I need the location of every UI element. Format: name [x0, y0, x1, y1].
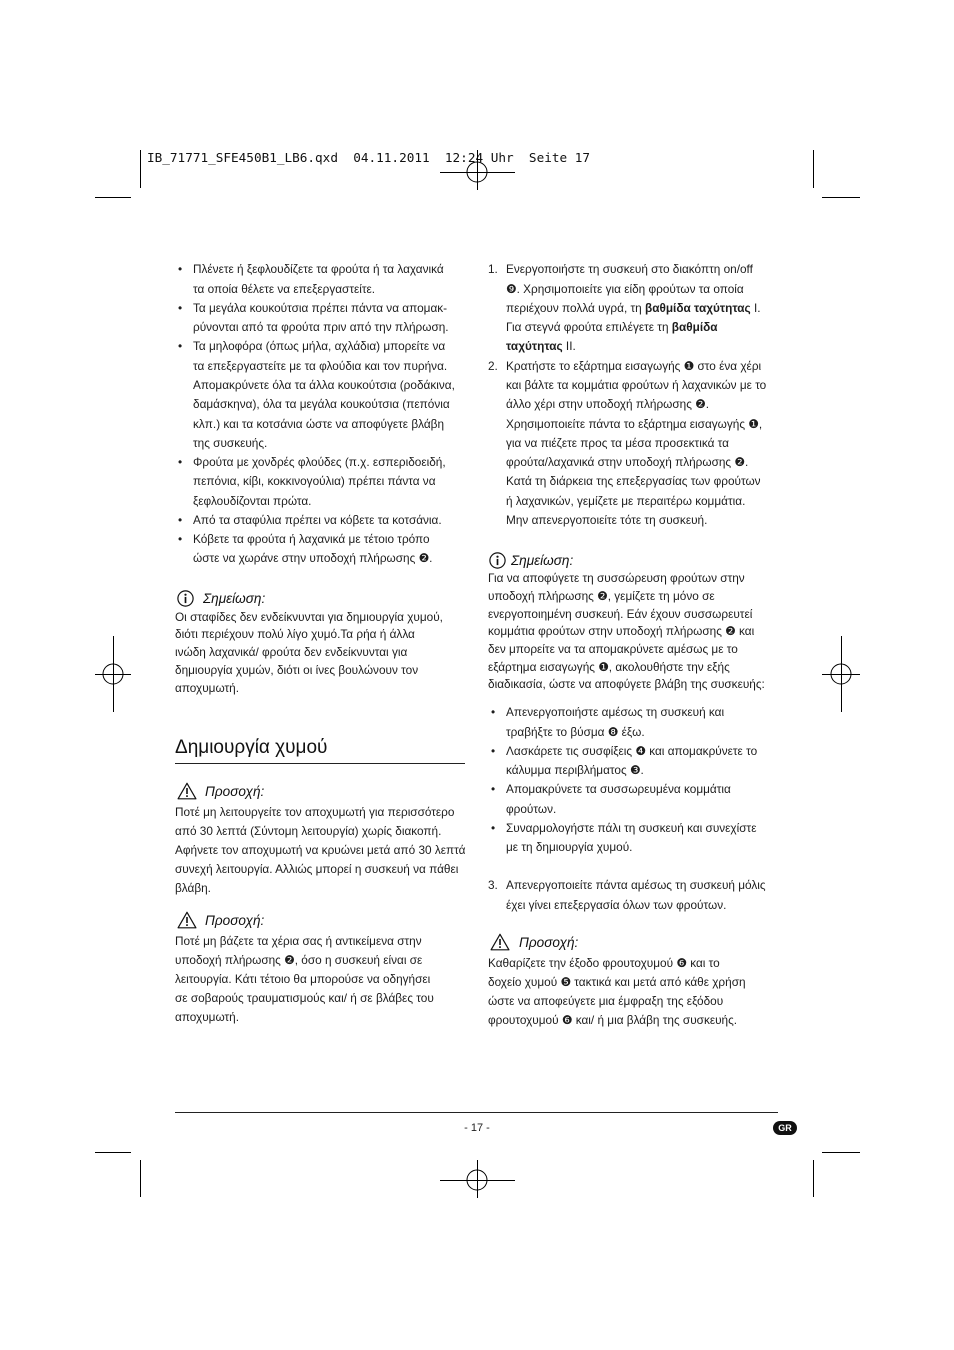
text-line: δημιουργία χυμών, διότι οι ίνες βουλώνουν τον [175, 662, 419, 677]
list-item-line: τα οποία θέλετε να επεξεργαστείτε. [193, 281, 376, 296]
text-line [506, 337, 766, 356]
text-line: αποχυμωτή. [175, 1010, 240, 1025]
warning-icon [177, 911, 197, 929]
info-icon [489, 552, 506, 569]
note-title: Σημείωση: [203, 590, 266, 606]
text-line: φρούτα/λαχανικά στην υποδοχή πλήρωσης ❷. [506, 455, 749, 470]
text-line: άλλο χέρι στην υποδοχή πλήρωσης ❷. [506, 397, 710, 412]
text-line: ινώδη λαχανικά/ φρούτα δεν ενδείκνυνται για [175, 645, 408, 660]
list-item-line: δαμάσκηνα), όλα τα μεγάλα κουκούτσια (πεπόνια [193, 397, 450, 412]
section-title: Δημιουργία χυμού [175, 737, 328, 758]
list-item [488, 780, 757, 819]
step-item [488, 260, 766, 356]
text-line: από 30 λεπτά (Σύντομη λειτουργία) χωρίς διακοπή. [175, 823, 442, 838]
text-line: σε σοβαρούς τραυματισμούς και/ ή σε βλάβες του [175, 991, 434, 1006]
text-line: και βάλτε τα κομμάτια φρούτων ή λαχανικών με το [506, 377, 767, 392]
caution-heading [177, 910, 264, 930]
warning-icon [177, 782, 197, 800]
text-line: δεν μπορείτε να τα απομακρύνετε αμέσως με το [488, 641, 738, 656]
text-line [506, 299, 766, 318]
caution-title: Προσοχή: [205, 912, 265, 928]
text-line: Ενεργοποιήστε τη συσκευή στο διακόπτη on/off [506, 262, 753, 277]
text-line: αποχυμωτή. [175, 680, 240, 695]
juicing-steps [488, 260, 766, 530]
footer-rule [175, 1112, 778, 1113]
preparation-bullet-list [175, 260, 455, 568]
list-item-line: • Πλένετε ή ξεφλουδίζετε τα φρούτα ή τα λαχανικά [193, 262, 444, 277]
text-line: δοχείο χυμού ❺ τακτικά και μετά από κάθε χρήση [488, 974, 746, 989]
list-item-line: • Τα μηλοφόρα (όπως μήλα, αχλάδια) μπορείτε να [193, 339, 446, 354]
text-line: ή λαχανικών, γεμίζετε με περαιτέρω κομμάτια. [506, 493, 746, 508]
print-slug: IB_71771_SFE450B1_LB6.qxd 04.11.2011 12:24 Uhr Seite 17 [147, 150, 591, 165]
warning-icon [490, 933, 510, 951]
text-line: για να πιέζετε προς τα μέσα προσεκτικά τα [506, 435, 729, 450]
list-item-line: της συσκευής. [193, 435, 268, 450]
step-item [488, 876, 766, 915]
list-item-line: πεπόνια, κίβι, κοκκινογούλια) πρέπει πάντα να [193, 474, 436, 489]
caution-title: Προσοχή: [205, 783, 265, 799]
note-heading [489, 550, 573, 570]
text-line: Για να αποφύγετε τη συσσώρευση φρούτων στην [488, 571, 745, 586]
registration-mark [95, 636, 131, 712]
step-number: 3. [488, 878, 498, 893]
note-text [175, 609, 443, 698]
list-item-line: ξεφλουδίζονται πρώτα. [193, 493, 312, 508]
text-line: φρουτοχυμού ❻ και/ ή μια βλάβη της συσκευής. [488, 1012, 738, 1027]
text-run: I. [750, 300, 761, 315]
text-line: Απενεργοποιείτε πάντα αμέσως τη συσκευή μόλις [506, 878, 766, 893]
list-item [488, 819, 757, 858]
list-item-line: Απομακρύνετε όλα τα άλλα κουκούτσια (ροδάκινα, [193, 377, 455, 392]
language-badge: GR [773, 1121, 797, 1135]
list-item-line: με τη δημιουργία χυμού. [506, 840, 633, 855]
list-item-line: τα επεξεργαστείτε με τα φλούδια και τον πυρήνα. [193, 358, 448, 373]
caution-text [175, 932, 434, 1028]
text-line: Καθαρίζετε την έξοδο φρουτοχυμού ❻ και το [488, 955, 720, 970]
step-number: 1. [488, 262, 498, 277]
list-item-line: φρούτων. [506, 801, 557, 816]
text-line: ενεργοποιημένη συσκευή. Εάν έχουν συσσωρευτεί [488, 606, 753, 621]
text-line: Ποτέ μη βάζετε τα χέρια σας ή αντικείμενα στην [175, 933, 422, 948]
note-heading [177, 588, 265, 608]
list-item-line: • Συναρμολογήστε πάλι τη συσκευή και συνεχίστε [506, 820, 757, 835]
list-item [175, 337, 455, 453]
list-item [175, 511, 455, 530]
list-item [488, 742, 757, 781]
list-item-line: • Από τα σταφύλια πρέπει να κόβετε τα κοτσάνια. [193, 512, 442, 527]
text-line: ❾. Χρησιμοποιείτε για είδη φρούτων τα οποία [506, 281, 744, 296]
note-text [488, 570, 765, 694]
step-number: 2. [488, 358, 498, 373]
bold-text-run: ταχύτητας [506, 339, 563, 354]
page-number: - 17 - [464, 1122, 490, 1134]
text-line: Κρατήστε το εξάρτημα εισαγωγής ❶ στο ένα χέρι [506, 358, 762, 373]
text-line: λειτουργία. Κάτι τέτοιο θα μπορούσε να οδηγήσει [175, 971, 431, 986]
step-item [488, 357, 766, 530]
text-line [506, 318, 766, 337]
note-title: Σημείωση: [511, 552, 574, 568]
list-item-line: • Απομακρύνετε τα συσσωρευμένα κομμάτια [506, 782, 731, 797]
caution-title: Προσοχή: [519, 934, 579, 950]
text-line: Μην απενεργοποιείτε τότε τη συσκευή. [506, 512, 708, 527]
text-line: Οι σταφίδες δεν ενδείκνυνται για δημιουργία χυμού, [175, 609, 443, 624]
text-run: περιέχουν πολλά υγρά, τη [506, 300, 646, 315]
text-line: εξάρτημα εισαγωγής ❶, ακολουθήστε την εξής [488, 659, 730, 674]
text-run: II. [562, 339, 576, 354]
text-line: Αφήνετε τον αποχυμωτή να κρυώνει μετά από 30 λεπτά [175, 842, 466, 857]
info-icon [177, 590, 194, 607]
text-line: συνεχή λειτουργία. Αλλιώς μπορεί η συσκευή να πάθει [175, 861, 459, 876]
list-item [175, 260, 455, 299]
text-line: διαδικασία, ώστε να αποφύγετε βλάβη της συσκευής: [488, 677, 765, 692]
text-line: ώστε να αποφεύγετε μια έμφραξη της εξόδου [488, 993, 724, 1008]
list-item-line: ρύνονται από τα φρούτα πριν από την πλήρωση. [193, 320, 449, 335]
caution-text [488, 954, 746, 1030]
text-line: Χρησιμοποιείτε πάντα το εξάρτημα εισαγωγής ❶, [506, 416, 763, 431]
list-item-line: • Απενεργοποιήστε αμέσως τη συσκευή και [506, 705, 725, 720]
list-item-line: • Λασκάρετε τις συσφίξεις ❹ και απομακρύνετε το [506, 743, 758, 758]
registration-mark [440, 1160, 515, 1198]
clearing-bullet-list [488, 703, 757, 857]
list-item [175, 299, 455, 338]
list-item-line: • Φρούτα με χονδρές φλούδες (π.χ. εσπεριδοειδή, [193, 455, 446, 470]
text-line: υποδοχή πλήρωσης ❷, γεμίζετε τη μόνο σε [488, 588, 715, 603]
list-item-line: κλπ.) και τα κοτσάνια ώστε να αποφύγετε βλάβη [193, 416, 445, 431]
list-item-line: • Κόβετε τα φρούτα ή λαχανικά με τέτοιο τρόπο [193, 532, 430, 547]
text-line: κομμάτια φρούτων στην υποδοχή πλήρωσης ❷ και [488, 624, 755, 639]
list-item-line: τραβήξτε το βύσμα ❽ έξω. [506, 724, 645, 739]
list-item-line: • Τα μεγάλα κουκούτσια πρέπει πάντα να απομακ- [193, 300, 448, 315]
list-item [488, 703, 757, 742]
text-line: Κατά τη διάρκεια της επεξεργασίας των φρούτων [506, 474, 761, 489]
text-line: Ποτέ μη λειτουργείτε τον αποχυμωτή για περισσότερο [175, 804, 455, 819]
list-item-line: ώστε να χωράνε στην υποδοχή πλήρωσης ❷. [193, 551, 433, 566]
caution-text [175, 803, 465, 898]
caution-heading [177, 781, 264, 801]
section-title-rule [175, 763, 465, 764]
list-item-line: κάλυμμα περιβλήματος ❸. [506, 763, 644, 778]
text-line: διότι περιέχουν πολύ λίγο χυμό.Τα ρήα ή άλλα [175, 627, 415, 642]
registration-mark [822, 636, 860, 712]
text-line: υποδοχή πλήρωσης ❷, όσο η συσκευή είναι σε [175, 952, 423, 967]
final-step [488, 876, 766, 915]
text-line: βλάβη. [175, 880, 211, 895]
bold-text-run: βαθμίδα ταχύτητας [645, 300, 751, 315]
text-line: έχει γίνει επεξεργασία όλων των φρούτων. [506, 897, 727, 912]
list-item [175, 453, 455, 511]
text-run: Για στεγνά φρούτα επιλέγετε τη [506, 320, 672, 335]
bold-text-run: βαθμίδα [671, 320, 718, 335]
caution-heading [490, 932, 578, 952]
list-item [175, 530, 455, 569]
